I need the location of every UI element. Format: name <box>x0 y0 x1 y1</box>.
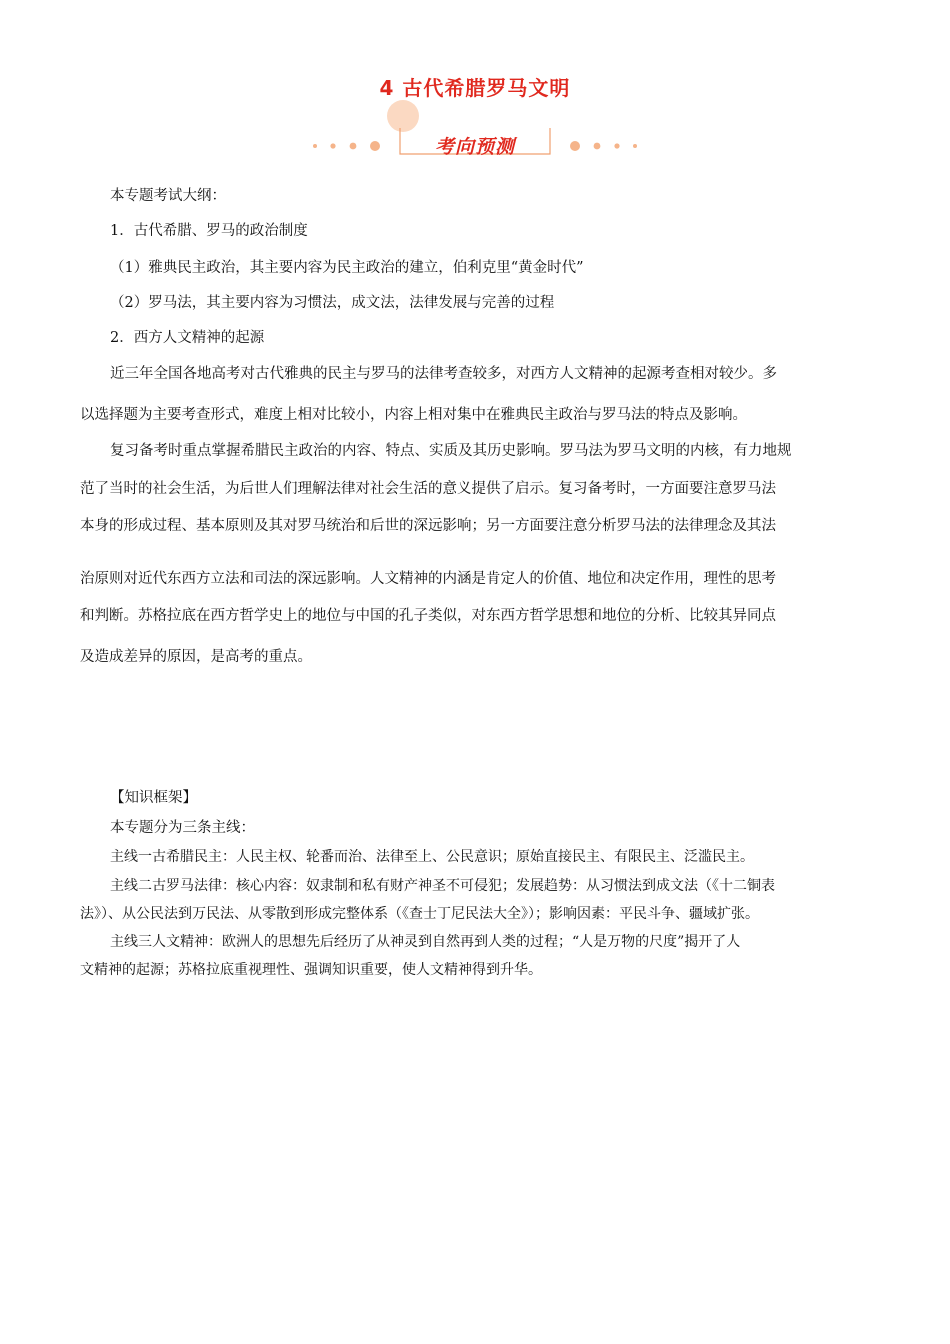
outline-intro: 本专题考试大纲： <box>110 188 226 204</box>
outline-item-1: 1．古代希腊、罗马的政治制度 <box>110 223 308 239</box>
page-title: 4 古代希腊罗马文明 <box>379 76 571 100</box>
paragraph-line: 以选择题为主要考查形式，难度上相对比较小，内容上相对集中在雅典民主政治与罗马法的特点及影响。 <box>80 407 747 423</box>
framework-line: 主线二古罗马法律：核心内容：奴隶制和私有财产神圣不可侵犯；发展趋势：从习惯法到成文法（《十二铜表 <box>110 878 775 894</box>
section-banner <box>305 98 645 160</box>
framework-line: 主线一古希腊民主：人民主权、轮番而治、法律至上、公民意识；原始直接民主、有限民主、泛滥民主。 <box>110 849 754 865</box>
framework-intro: 本专题分为三条主线： <box>110 820 255 836</box>
paragraph-line: 治原则对近代东西方立法和司法的深远影响。人文精神的内涵是肯定人的价值、地位和决定作用，理性的思考 <box>80 571 776 587</box>
paragraph-line: 范了当时的社会生活，为后世人们理解法律对社会生活的意义提供了启示。复习备考时，一方面要注意罗马法 <box>80 481 776 497</box>
paragraph-line: 复习备考时重点掌握希腊民主政治的内容、特点、实质及其历史影响。罗马法为罗马文明的内核，有力地规 <box>110 443 792 459</box>
outline-item-2: 2．西方人文精神的起源 <box>110 330 265 346</box>
framework-line: 法》）、从公民法到万民法、从零散到形成完整体系（《查士丁尼民法大全》）；影响因素：平民斗争、疆域扩张。 <box>80 906 759 922</box>
paragraph-line: 和判断。苏格拉底在西方哲学史上的地位与中国的孔子类似，对东西方哲学思想和地位的分析、比较其异同点 <box>80 608 776 624</box>
framework-line: 文精神的起源；苏格拉底重视理性、强调知识重要，使人文精神得到升华。 <box>80 962 542 978</box>
banner-label: 考向预测 <box>434 136 515 158</box>
outline-item-1-sub-1: （1）雅典民主政治，其主要内容为民主政治的建立，伯利克里“黄金时代” <box>110 260 584 276</box>
paragraph-line: 近三年全国各地高考对古代雅典的民主与罗马的法律考查较多，对西方人文精神的起源考查相对较少。多 <box>110 366 777 382</box>
framework-line: 主线三人文精神：欧洲人的思想先后经历了从神灵到自然再到人类的过程；“人是万物的尺度”揭开了人 <box>110 934 741 950</box>
paragraph-line: 及造成差异的原因，是高考的重点。 <box>80 649 312 665</box>
outline-item-1-sub-2: （2）罗马法，其主要内容为习惯法，成文法，法律发展与完善的过程 <box>110 295 555 311</box>
paragraph-line: 本身的形成过程、基本原则及其对罗马统治和后世的深远影响；另一方面要注意分析罗马法的法律理念及其法 <box>80 518 776 534</box>
framework-heading: 【知识框架】 <box>110 790 197 806</box>
